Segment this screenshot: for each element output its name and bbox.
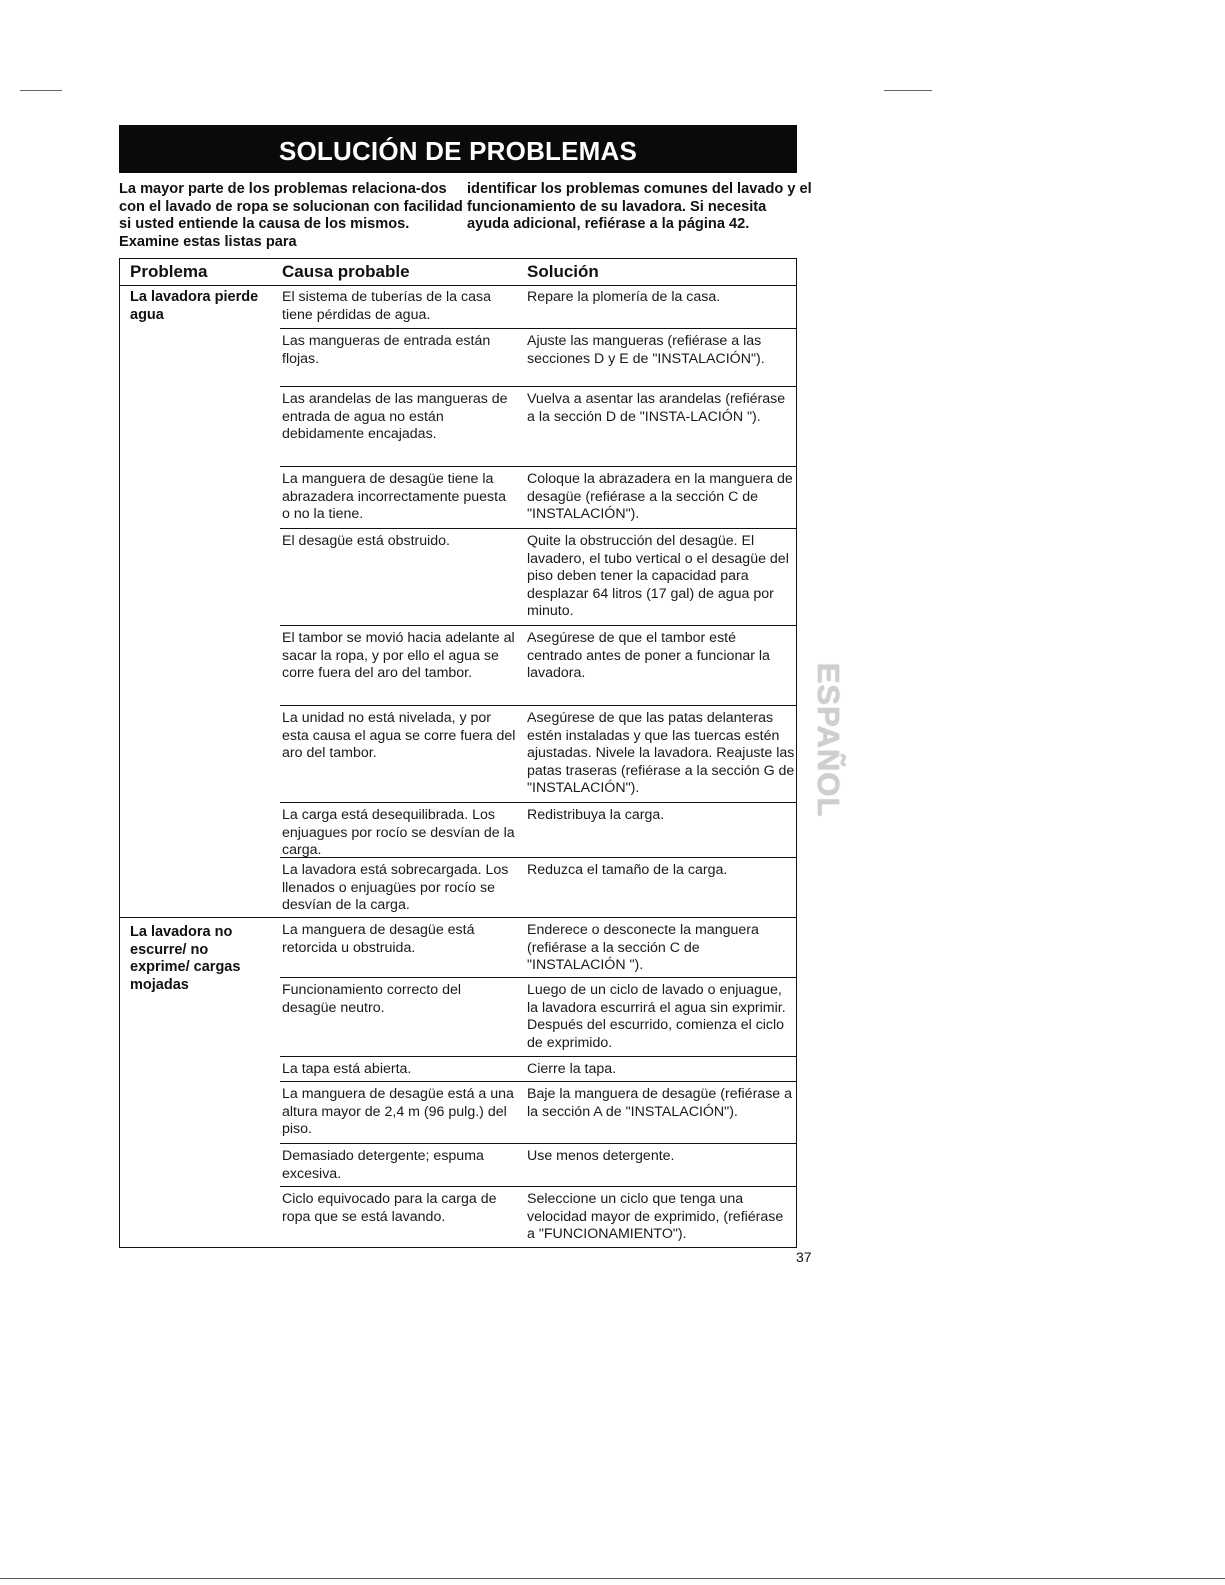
solution-cell: Asegúrese de que el tambor esté centrado antes de poner a funcionar la lavadora. <box>527 630 770 682</box>
cause-cell: El sistema de tuberías de la casa tiene pérdidas de agua. <box>282 289 491 323</box>
cause-cell: La carga está desequilibrada. Los enjuagues por rocío se desvían de la carga. <box>282 807 515 859</box>
table-row <box>280 1143 796 1187</box>
page-number: 37 <box>796 1249 812 1265</box>
problem-label: La lavadora no escurre/ no exprime/ cargas mojadas <box>130 924 241 993</box>
cause-cell: La tapa está abierta. <box>282 1061 412 1077</box>
cause-cell: La manguera de desagüe tiene la abrazadera incorrectamente puesta o no la tiene. <box>282 471 506 523</box>
header-cause: Causa probable <box>282 262 410 281</box>
table-row <box>280 466 796 529</box>
cause-cell: La lavadora está sobrecargada. Los llenados o enjuagües por rocío se desvían de la carga. <box>282 862 509 914</box>
table-row <box>280 802 796 858</box>
cause-cell: Funcionamiento correcto del desagüe neutro. <box>282 982 462 1016</box>
troubleshooting-table <box>119 258 797 1248</box>
solution-cell: Seleccione un ciclo que tenga una velocidad mayor de exprimido, (refiérase a "FUNCIONAMIENTO"). <box>527 1191 784 1243</box>
table-row <box>280 977 796 1057</box>
table-row <box>280 328 796 387</box>
page-bottom-line <box>0 1578 1225 1579</box>
language-side-tab <box>808 645 848 835</box>
table-row <box>120 917 796 978</box>
cause-cell: La manguera de desagüe está retorcida u obstruida. <box>282 922 475 956</box>
solution-cell: Reduzca el tamaño de la carga. <box>527 862 728 878</box>
table-row <box>280 1056 796 1082</box>
cause-cell: La manguera de desagüe está a una altura mayor de 2,4 m (96 pulg.) del piso. <box>282 1086 514 1138</box>
solution-cell: Baje la manguera de desagüe (refiérase a la sección A de "INSTALACIÓN"). <box>527 1086 793 1120</box>
crop-mark-left <box>20 90 62 91</box>
cause-cell: El tambor se movió hacia adelante al sacar la ropa, y por ello el agua se corre fuera del aro del tambor. <box>282 630 515 682</box>
solution-cell: Repare la plomería de la casa. <box>527 289 721 305</box>
intro-right: identificar los problemas comunes del lavado y el funcionamiento de su lavadora. Si necesita ayuda adicional, refiérase a la página 42. <box>467 181 812 233</box>
table-row <box>280 285 796 328</box>
table-row <box>280 857 796 918</box>
cause-cell: Ciclo equivocado para la carga de ropa que se está lavando. <box>282 1191 497 1225</box>
side-tab-label: ESPAÑOL <box>811 662 846 818</box>
cause-cell: El desagüe está obstruido. <box>282 533 450 549</box>
problem-label: La lavadora pierde agua <box>130 289 259 323</box>
solution-cell: Luego de un ciclo de lavado o enjuague, la lavadora escurrirá el agua sin exprimir. Después del escurrido, comienza el ciclo de exprimido. <box>527 982 786 1051</box>
solution-cell: Use menos detergente. <box>527 1148 675 1164</box>
solution-cell: Ajuste las mangueras (refiérase a las secciones D y E de "INSTALACIÓN"). <box>527 333 765 367</box>
table-row <box>280 625 796 706</box>
cause-cell: Demasiado detergente; espuma excesiva. <box>282 1148 484 1182</box>
header-solution: Solución <box>527 262 599 281</box>
solution-cell: Vuelva a asentar las arandelas (refiérase a la sección D de "INSTA-LACIÓN "). <box>527 391 786 425</box>
table-row <box>280 705 796 803</box>
table-row <box>280 528 796 626</box>
table-row <box>280 1081 796 1144</box>
crop-mark-right <box>884 90 932 91</box>
cause-cell: Las mangueras de entrada están flojas. <box>282 333 491 367</box>
solution-cell: Redistribuya la carga. <box>527 807 665 823</box>
page-title: SOLUCIÓN DE PROBLEMAS <box>119 125 797 173</box>
solution-cell: Cierre la tapa. <box>527 1061 617 1077</box>
solution-cell: Coloque la abrazadera en la manguera de desagüe (refiérase a la sección C de "INSTALACIÓN"). <box>527 471 793 523</box>
table-header <box>120 259 796 286</box>
cause-cell: La unidad no está nivelada, y por esta causa el agua se corre fuera del aro del tambor. <box>282 710 516 762</box>
header-problem: Problema <box>130 262 208 281</box>
cause-cell: Las arandelas de las mangueras de entrada de agua no están debidamente encajadas. <box>282 391 508 443</box>
table-row <box>280 386 796 467</box>
solution-cell: Enderece o desconecte la manguera (refiérase a la sección C de "INSTALACIÓN "). <box>527 922 759 974</box>
solution-cell: Asegúrese de que las patas delanteras estén instaladas y que las tuercas estén ajustadas. Nivele la lavadora. Reajuste las patas traseras (refiérase a la sección G de "INSTALACIÓN"). <box>527 710 795 797</box>
intro-left: La mayor parte de los problemas relaciona-dos con el lavado de ropa se solucionan con facilidad si usted entiende la causa de los mismos. Examine estas listas para <box>119 181 463 250</box>
solution-cell: Quite la obstrucción del desagüe. El lavadero, el tubo vertical o el desagüe del piso deben tener la capacidad para desplazar 64 litros (17 gal) de agua por minuto. <box>527 533 789 620</box>
table-row <box>280 1186 796 1248</box>
